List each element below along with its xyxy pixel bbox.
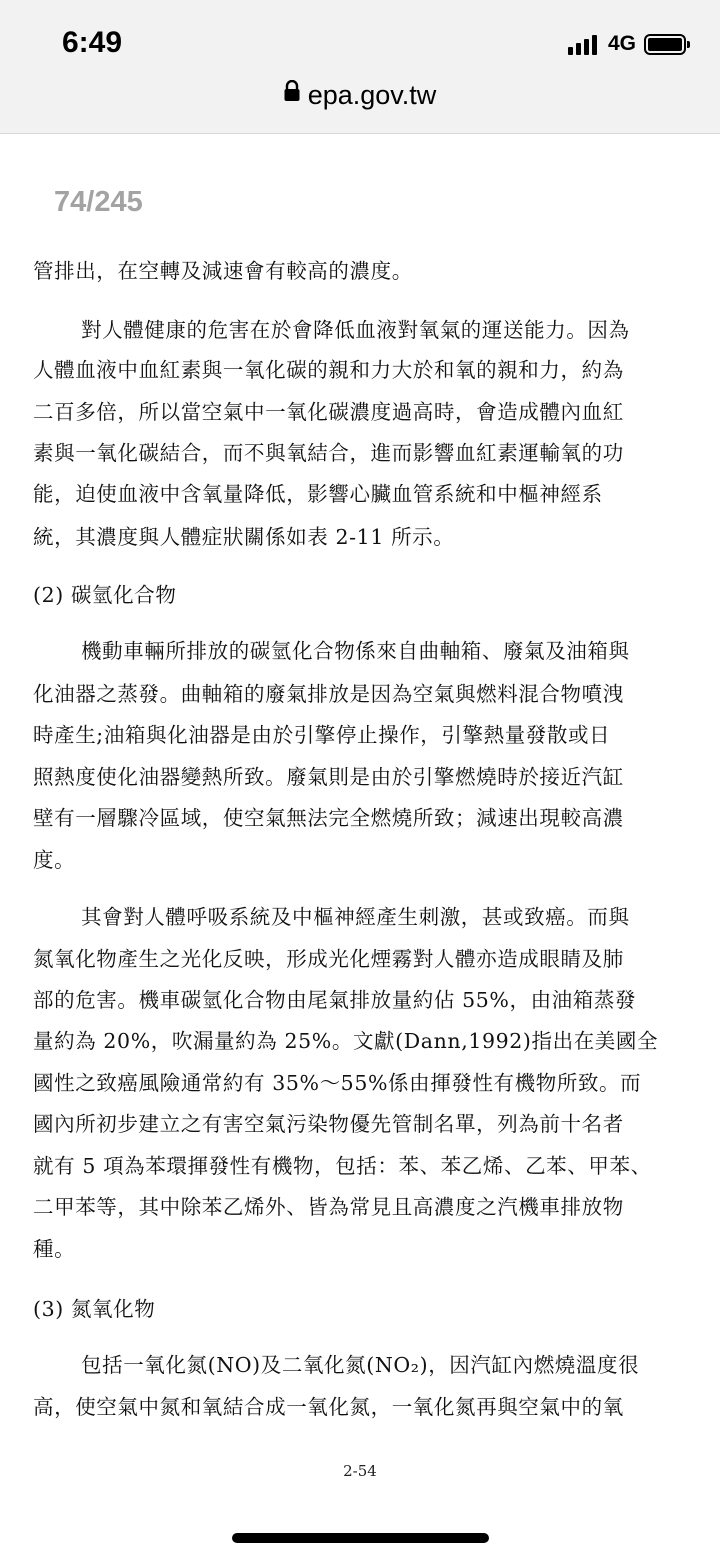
text-line: 其會對人體呼吸系統及中樞神經產生刺激，甚或致癌。而與	[81, 905, 630, 929]
text-line: 高，使空氣中氮和氧結合成一氧化氮，一氧化氮再與空氣中的氧	[33, 1395, 624, 1419]
text-line: 二百多倍，所以當空氣中一氧化碳濃度過高時，會造成體內血紅	[33, 400, 624, 424]
text-line: 素與一氧化碳結合，而不與氧結合，進而影響血紅素運輸氧的功	[33, 441, 624, 465]
pdf-page-counter: 74/245	[54, 186, 143, 218]
text-line: 種。	[33, 1237, 76, 1261]
text-line: 量約為 20%，吹漏量約為 25%。文獻(Dann,1992)指出在美國全	[33, 1029, 659, 1053]
text-line: 統，其濃度與人體症狀關係如表 2-11 所示。	[33, 525, 455, 549]
home-indicator[interactable]	[232, 1533, 489, 1543]
cellular-signal-icon	[568, 33, 600, 55]
status-icons	[568, 32, 686, 56]
text-line: 照熱度使化油器變熱所致。廢氣則是由於引擎燃燒時於接近汽缸	[33, 765, 624, 789]
text-line: 二甲苯等，其中除苯乙烯外、皆為常見且高濃度之汽機車排放物	[33, 1195, 624, 1219]
text-line: 能，迫使血液中含氧量降低，影響心臟血管系統和中樞神經系	[33, 482, 603, 506]
text-line: 化油器之蒸發。曲軸箱的廢氣排放是因為空氣與燃料混合物噴洩	[33, 682, 624, 706]
text-line: 國內所初步建立之有害空氣污染物優先管制名單，列為前十名者	[33, 1112, 624, 1136]
document-page-number: 2-54	[343, 1462, 377, 1480]
url-text: epa.gov.tw	[307, 80, 437, 110]
text-line: 就有 5 項為苯環揮發性有機物，包括：苯、苯乙烯、乙苯、甲苯、	[33, 1154, 652, 1178]
network-type: 4G	[607, 32, 636, 55]
browser-top-bar	[0, 0, 720, 134]
text-line: 包括一氧化氮(NO)及二氧化氮(NO₂)，因汽缸內燃燒溫度很	[81, 1353, 640, 1377]
text-line: 壁有一層驟冷區域，使空氣無法完全燃燒所致；減速出現較高濃	[33, 806, 624, 830]
section-heading: (3) 氮氧化物	[33, 1297, 156, 1321]
text-line: 時產生;油箱與化油器是由於引擎停止操作，引擎熱量發散或日	[33, 723, 611, 747]
text-line: 度。	[33, 848, 76, 872]
text-line: 人體血液中血紅素與一氧化碳的親和力大於和氧的親和力，約為	[33, 358, 624, 382]
url-bar[interactable]	[0, 80, 720, 111]
section-heading: (2) 碳氫化合物	[33, 583, 177, 607]
text-line: 機動車輛所排放的碳氫化合物係來自曲軸箱、廢氣及油箱與	[81, 639, 630, 663]
text-line: 管排出，在空轉及減速會有較高的濃度。	[33, 259, 413, 283]
status-time: 6:49	[62, 26, 123, 59]
text-line: 部的危害。機車碳氫化合物由尾氣排放量約佔 55%，由油箱蒸發	[33, 988, 637, 1012]
text-line: 對人體健康的危害在於會降低血液對氧氣的運送能力。因為	[81, 318, 630, 342]
battery-icon	[644, 34, 686, 55]
text-line: 氮氧化物產生之光化反映，形成光化煙霧對人體亦造成眼睛及肺	[33, 947, 624, 971]
lock-icon	[284, 78, 300, 109]
text-line: 國性之致癌風險通常約有 35%～55%係由揮發性有機物所致。而	[33, 1071, 642, 1095]
